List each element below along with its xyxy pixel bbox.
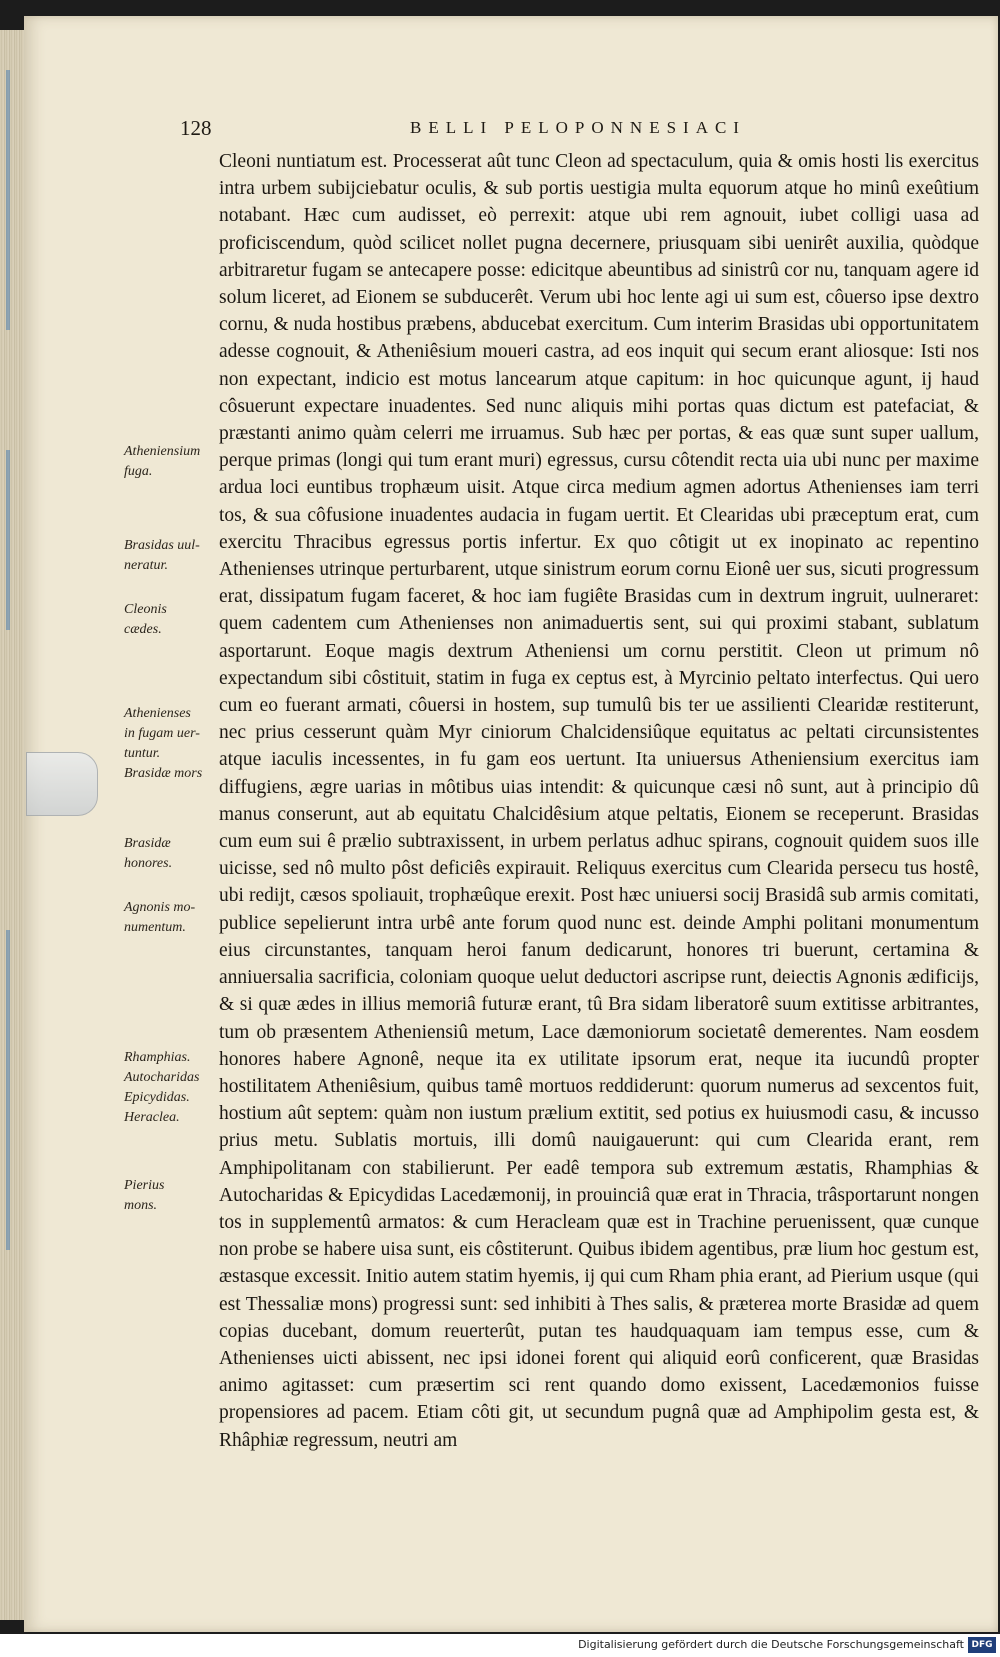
page-clip [26,752,98,816]
marginal-note: Pierius mons. [124,1178,165,1213]
marginal-note: Brasidas uul- neratur. [124,538,200,573]
book-page-edges [0,30,26,1620]
marginal-note: Cleonis cædes. [124,602,167,637]
funding-credit: Digitalisierung gefördert durch die Deutsche Forschungsgemeinschaft [578,1638,964,1651]
body-paragraph: Cleoni nuntiatum est. Processerat aût tunc Cleon ad spectaculum, quia & omis hosti lis exercitus intra urbem subijciebatur oculis, & sub portis uestigia multa equorum atque ho minû exeûtium notabant. Hæc cum audisset, eò perrexit: atque ubi rem agnouit, iubet colligi uasa ad proficiscendum, quòd scilicet nollet pugna decernere, priusquam sibi uenirêt auxilia, quòdque arbitraretur fugam se antecapere posse: edicitque abeuntibus ad sinistrû cor nu, tanquam agere id solum liceret, ad Eionem se subducerêt. Verum ubi hoc lente agi ui sum est, côuerso ipse dextro cornu, & nuda hostibus præbens, abducebat exercitum. Cum interim Brasidas ubi opportunitatem adesse cognouit, & Atheniêsium moueri castra, ad eos inquit qui secum erant aliosque: Isti nos non expectant, indicio est motus lancearum atque capitum: in hoc quicunque agunt, ij haud côsuerunt expectare inuadentes. Sed nunc aliquis mihi portas quas dictum est patefaciat, & præstanti animo quàm celerri me irruamus. Sub hæc per portas, & eas quæ sunt super uallum, perque primas (longi qui tum erant muri) egressus, cursu côtendit recta uia ubi nunc per maxime ardua loci euntibus trophæum uisit. Atque circa medium agmen adortus Athenienses iam terri tos, & sua côfusione inuadentes audacia in fugam uertit. Et Clearidas ubi præceptum erat, cum exercitu Thracibus egressus portis infertur. Ex quo côtigit ut ex inopinato ac repentino Athenienses utrinque perturbarent, utque sinistrum eorum cornu Eionê uer sus, sicuti progressum erat, dissipatum fugam faceret, & hoc iam fugiête Brasidas cum in dextrum ingruit, uulneraret: quem cadentem cum Athenienses non animaduertis sent, sui qui proximi stabant, sublatum asportarunt. Eoque magis dextrum Atheniensi um cornu perstitit. Cleon ut primum nô expectandum sibi côstituit, statim in fuga ex ceptus est, à Myrcinio peltato interfectus. Qui uero cum eo fuerant armati, côuersi in hostem, sup tumulû bis ter ue assilienti Clearidæ restiterunt, nec prius cesserunt quàm Myr ciniorum Chalcidensiûque equitatus ac peltati circunsistentes atque iaculis incessentes, in fu gam eos uertunt. Ita uniuersus Atheniensium exercitus iam diffugiens, ægre uarias in môtibus uias intendit: & quicunque cæsi nô sunt, aut à principio dû manus conserunt, aut ab equitatu Chalcidêsium atque peltatis, Eionem se receperunt. Brasidas cum eum sui ê prælio subtraxissent, in urbem perlatus adhuc spirans, cognouit quidem suos ille uicisse, sed nô multo pôst deficiês expirauit. Reliquus exercitus cum Clearida persecu tus hostê, ubi redijt, cæsos spoliauit, trophæûque erexit. Post hæc uniuersi socij Brasidâ sub armis comitati, publice sepelierunt intra urbê ante forum quod nunc est. deinde Amphi politani monumentum eius circunstantes, tanquam heroi fanum dedicarunt, honores tri buerunt, certamina & anniuersalia sacrificia, coloniam quoque uelut deductori ascripse runt, deiectis Agnonis ædificijs, & si quæ ædes in illius memoriâ futuræ erant, tû Bra sidam liberatorê suum extitisse arbitrantes, tum ob præsentem Atheniensiû metum, Lace dæmoniorum societatê demerentes. Nam eosdem honores habere Agnonê, neque ita ex utilitate ipsorum erat, neque ita iucundû propter hostilitatem Atheniêsium, quibus tamê mortuos reddiderunt: quorum numerus ad sexcentos fuit, hostium aût septem: quàm non iustum prælium extitit, sed potius ex huiusmodi casu, & incusso prius metu. Sublatis mortuis, illi domû nauigauerunt: qui cum Clearida erant, rem Amphipolitanam con stabilierunt. Per eadê tempora sub extremum æstatis, Rhamphias & Autocharidas & Epicydidas Lacedæmonij, in prouinciâ quæ erat in Thracia, trâsportarunt nongen tos in supplementû armatos: & cum Heracleam quæ est in Trachine peruenissent, quæ cunque non probe se habere uisa sunt, eis côstiterunt. Quibus ibidem agentibus, præ lium hoc gestum est, æstasque excessit. Initio autem statim hyemis, ij qui cum Rham phia erant, ad Pierium usque (qui est Thessaliæ mons) progressi sunt: sed inhibiti à Thes salis, & præterea morte Brasidæ ad quem copias ducebant, domum reuerterût, putan tes haudquaquam iam tempus esse, cum & Athenienses uicti abissent, nec ipsi idonei forent qui aliquid eorû conficerent, quæ Brasidas animo agitasset: cum præsertim sci rent quando domo exissent, Lacedæmonios fuisse propensiores ad pacem. Etiam côti git, ut secundum pugnâ quæ ad Amphipolim gesta est, & Rhâphiæ regressum, neutri am [219,151,979,1451]
marginal-note: Brasidæ mors [124,766,203,781]
marginal-note: Brasidæ honores. [124,836,173,871]
marginal-note: Atheniensium fuga. [124,444,201,479]
page-number: 128 [180,116,212,140]
marginal-note: Agnonis mo- numentum. [124,900,196,935]
marginal-note: Rhamphias. Autocharidas Epicydidas. Heraclea. [124,1050,200,1125]
page-edge-mark [6,450,10,630]
digitization-footer [0,1634,1000,1657]
page-header [152,116,832,142]
dfg-logo: DFG [968,1637,996,1653]
book-page [24,16,998,1632]
page-edge-mark [6,930,10,1250]
main-text-column [219,148,979,1454]
running-title: BELLI PELOPONNESIACI [410,118,746,137]
page-edge-mark [6,70,10,330]
marginal-note: Athenienses in fugam uer- tuntur. [124,706,200,761]
